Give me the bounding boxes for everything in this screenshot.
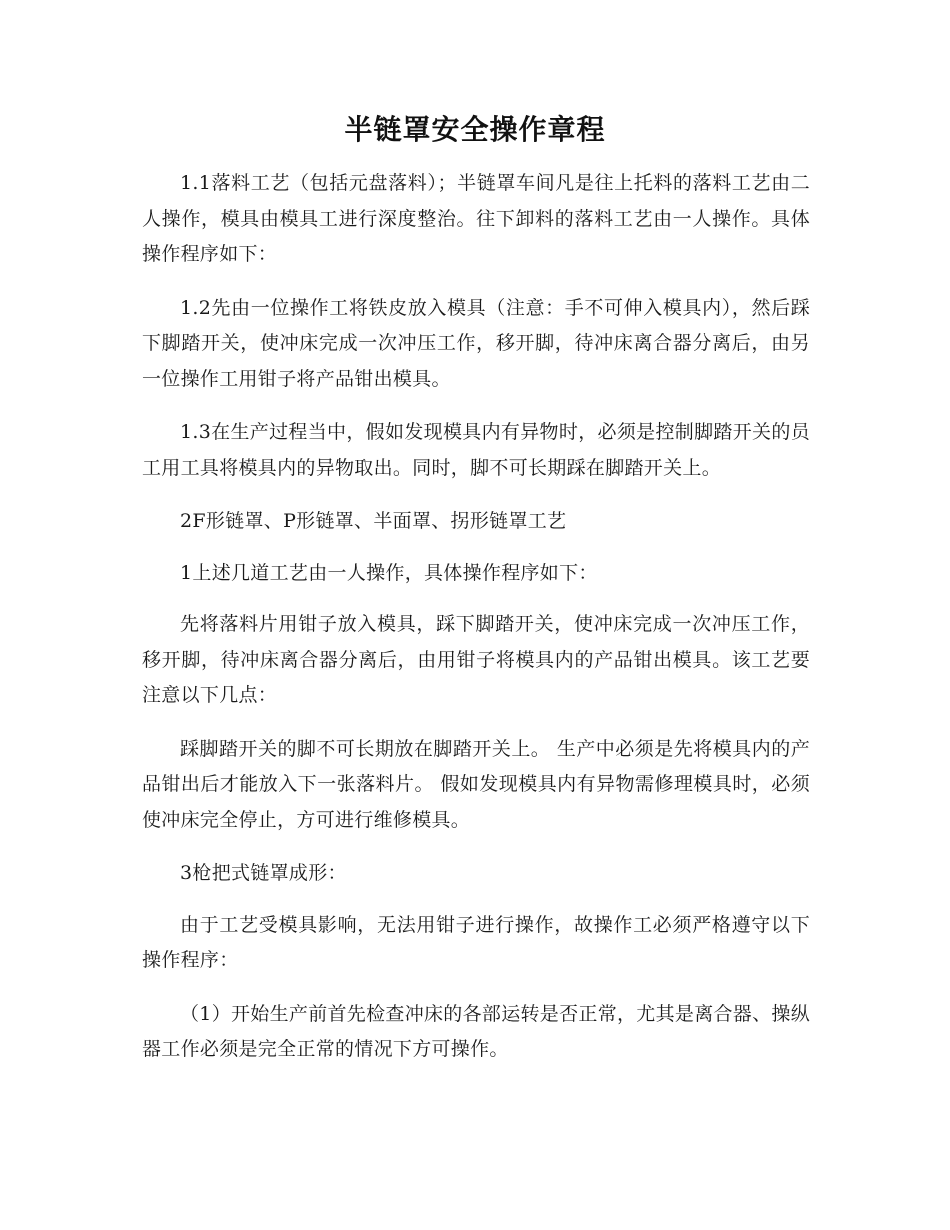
- paragraph-1-3: 1.3在生产过程当中，假如发现模具内有异物时，必须是控制脚踏开关的员工用工具将模具内的异物取出。同时，脚不可长期踩在脚踏开关上。: [142, 421, 810, 479]
- document-body: [142, 166, 810, 1086]
- paragraph-procedure: 先将落料片用钳子放入模具，踩下脚踏开关，使冲床完成一次冲压工作，移开脚，待冲床离合器分离后，由用钳子将模具内的产品钳出模具。该工艺要注意以下几点：: [142, 613, 810, 706]
- section-heading-2: 2F形链罩、P形链罩、半面罩、拐形链罩工艺: [180, 510, 567, 532]
- paragraph-1-1: 1.1落料工艺（包括元盘落料）；半链罩车间凡是往上托料的落料工艺由二人操作，模具由模具工进行深度整治。往下卸料的落料工艺由一人操作。具体操作程序如下：: [142, 172, 810, 265]
- paragraph-3-step-1: （1）开始生产前首先检查冲床的各部运转是否正常，尤其是离合器、操纵器工作必须是完全正常的情况下方可操作。: [142, 1002, 810, 1060]
- paragraph-1-2: 1.2先由一位操作工将铁皮放入模具（注意：手不可伸入模具内），然后踩下脚踏开关，使冲床完成一次冲压工作，移开脚，待冲床离合器分离后，由另一位操作工用钳子将产品钳出模具。: [142, 296, 810, 390]
- paragraph-3-intro: 由于工艺受模具影响，无法用钳子进行操作，故操作工必须严格遵守以下操作程序：: [142, 913, 810, 971]
- paragraph-2-1: 1上述几道工艺由一人操作，具体操作程序如下：: [180, 561, 598, 584]
- page-title: 半链罩安全操作章程: [344, 113, 606, 146]
- paragraph-notes: 踩脚踏开关的脚不可长期放在脚踏开关上。 生产中必须是先将模具内的产品钳出后才能放入下一张落料片。 假如发现模具内有异物需修理模具时，必须使冲床完全停止，方可进行维修模具。: [142, 737, 810, 831]
- section-heading-3: 3枪把式链罩成形：: [180, 862, 347, 884]
